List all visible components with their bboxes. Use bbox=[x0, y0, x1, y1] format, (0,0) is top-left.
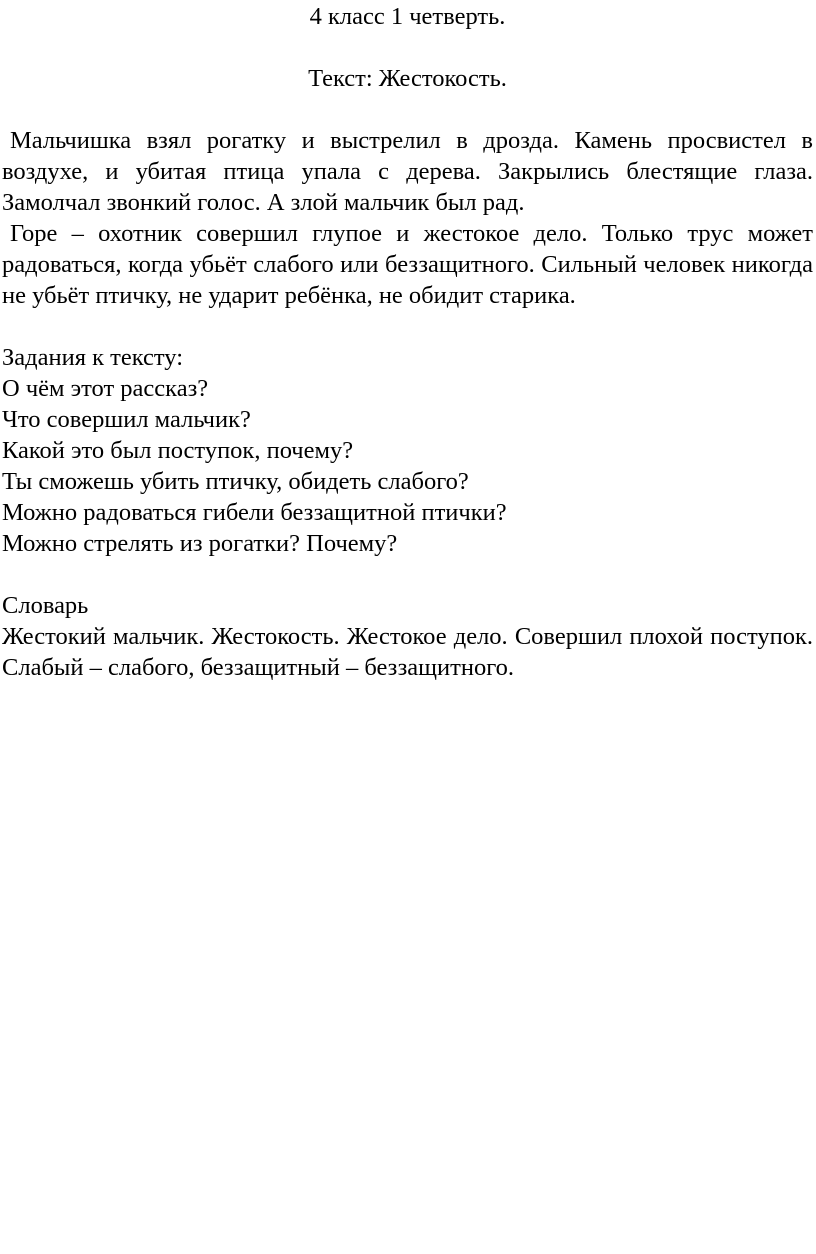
dictionary-heading: Словарь bbox=[2, 592, 89, 619]
task-item: О чём этот рассказ? bbox=[2, 375, 209, 402]
story-paragraph: Горе – охотник совершил глупое и жестокое дело. Только трус может радоваться, когда убьёт слабого или беззащитного. Сильный человек никогда не убьёт птичку, не ударит ребёнка, не обидит старика. bbox=[2, 220, 813, 309]
task-item: Какой это был поступок, почему? bbox=[2, 437, 354, 464]
task-item: Что совершил мальчик? bbox=[2, 406, 251, 433]
story-paragraph: Мальчишка взял рогатку и выстрелил в дрозда. Камень просвистел в воздухе, и убитая птица упала с дерева. Закрылись блестящие глаза. Замолчал звонкий голос. А злой мальчик был рад. bbox=[2, 127, 813, 216]
story-text bbox=[2, 125, 813, 311]
tasks-section bbox=[2, 342, 813, 559]
tasks-heading: Задания к тексту: bbox=[2, 344, 183, 371]
task-item: Можно стрелять из рогатки? Почему? bbox=[2, 530, 398, 557]
page-title: 4 класс 1 четверть. bbox=[309, 3, 506, 30]
dictionary-text: Жестокий мальчик. Жестокость. Жестокое дело. Совершил плохой поступок. Слабый – слабого, беззащитный – беззащитного. bbox=[2, 623, 813, 681]
task-item: Можно радоваться гибели беззащитной птички? bbox=[2, 499, 507, 526]
text-title: Текст: Жестокость. bbox=[308, 65, 507, 92]
dictionary-section bbox=[2, 590, 813, 683]
task-item: Ты сможешь убить птичку, обидеть слабого? bbox=[2, 468, 469, 495]
